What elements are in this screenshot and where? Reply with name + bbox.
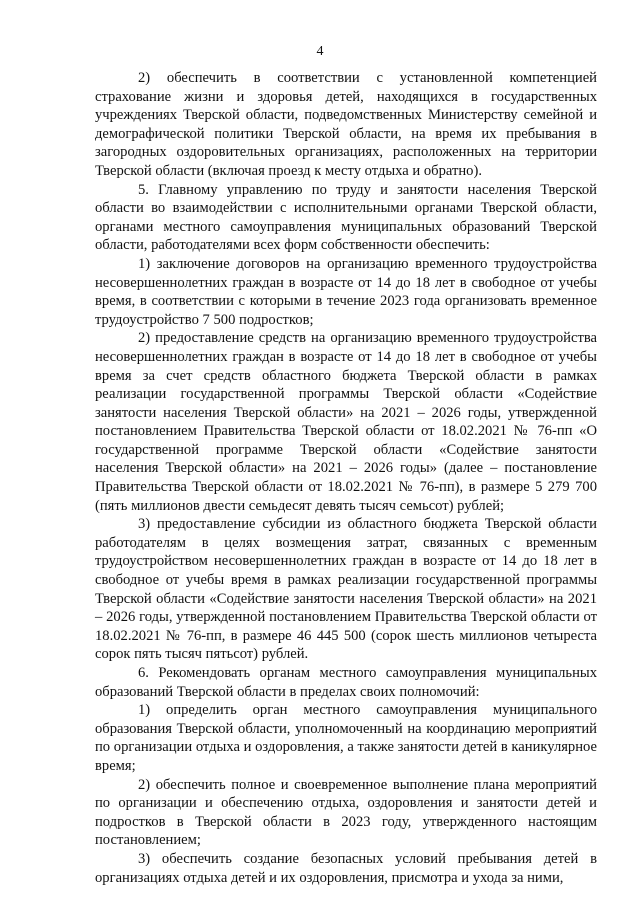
document-body — [95, 69, 597, 887]
paragraph-5-2: 2) предоставление средств на организацию временного трудоустройства несовершеннолетних граждан в возрасте от 14 до 18 лет в свободное от учебы время за счет средств областного бюджета Тверской области в рамках реализации государственной программы Тверской области «Содействие занятости населения Тверской области» на 2021 – 2026 годы, утвержденной постановлением Правительства Тверской области от 18.02.2021 № 76-пп «О государственной программе Тверской области «Содействие занятости населения Тверской области» на 2021 – 2026 годы» (далее – постановление Правительства Тверской области от 18.02.2021 № 76-пп), в размере 5 279 700 (пять миллионов двести семьдесят девять тысяч семьсот) рублей; — [95, 330, 597, 514]
paragraph-6-3: 3) обеспечить создание безопасных условий пребывания детей в организациях отдыха детей и их оздоровления, присмотра и ухода за ними, — [95, 850, 597, 886]
paragraph-5-1: 1) заключение договоров на организацию временного трудоустройства несовершеннолетних граждан в возрасте от 14 до 18 лет в свободное от учебы время, в соответствии с которыми в течение 2023 года организовать временное трудоустройство 7 500 подростков; — [95, 255, 597, 328]
paragraph-5-3: 3) предоставление субсидии из областного бюджета Тверской области работодателям в целях возмещения затрат, связанных с временным трудоустройством несовершеннолетних граждан в возрасте от 14 до 18 лет в свободное от учебы время в рамках реализации государственной программы Тверской области «Содействие занятости населения Тверской области» на 2021 – 2026 годы, утвержденной постановлением Правительства Тверской области от 18.02.2021 № 76-пп, в размере 46 445 500 (сорок шесть миллионов четыреста сорок пять тысяч пятьсот) рублей. — [95, 516, 597, 663]
paragraph-insurance: 2) обеспечить в соответствии с установленной компетенцией страхование жизни и здоровья детей, находящихся в государственных учреждениях Тверской области, подведомственных Министерству семейной и демографической политики Тверской области, на время их пребывания в загородных оздоровительных организациях, расположенных на территории Тверской области (включая проезд к месту отдыха и обратно). — [95, 70, 597, 179]
paragraph-6-2: 2) обеспечить полное и своевременное выполнение плана мероприятий по организации и обеспечению отдыха, оздоровления и занятости детей и подростков в Тверской области в 2023 году, утвержденного настоящим постановлением; — [95, 776, 597, 849]
paragraph-section-5: 5. Главному управлению по труду и занятости населения Тверской области во взаимодействии с исполнительными органами Тверской области, органами местного самоуправления муниципальных образований Тверской области, работодателями всех форм собственности обеспечить: — [95, 181, 597, 254]
paragraph-section-6: 6. Рекомендовать органам местного самоуправления муниципальных образований Тверской области в пределах своих полномочий: — [95, 665, 597, 700]
page-number: 4 — [316, 44, 324, 59]
paragraph-6-1: 1) определить орган местного самоуправления муниципального образования Тверской области, уполномоченный на координацию мероприятий по организации отдыха и оздоровления, а также занятости детей в каникулярное время; — [95, 702, 597, 774]
